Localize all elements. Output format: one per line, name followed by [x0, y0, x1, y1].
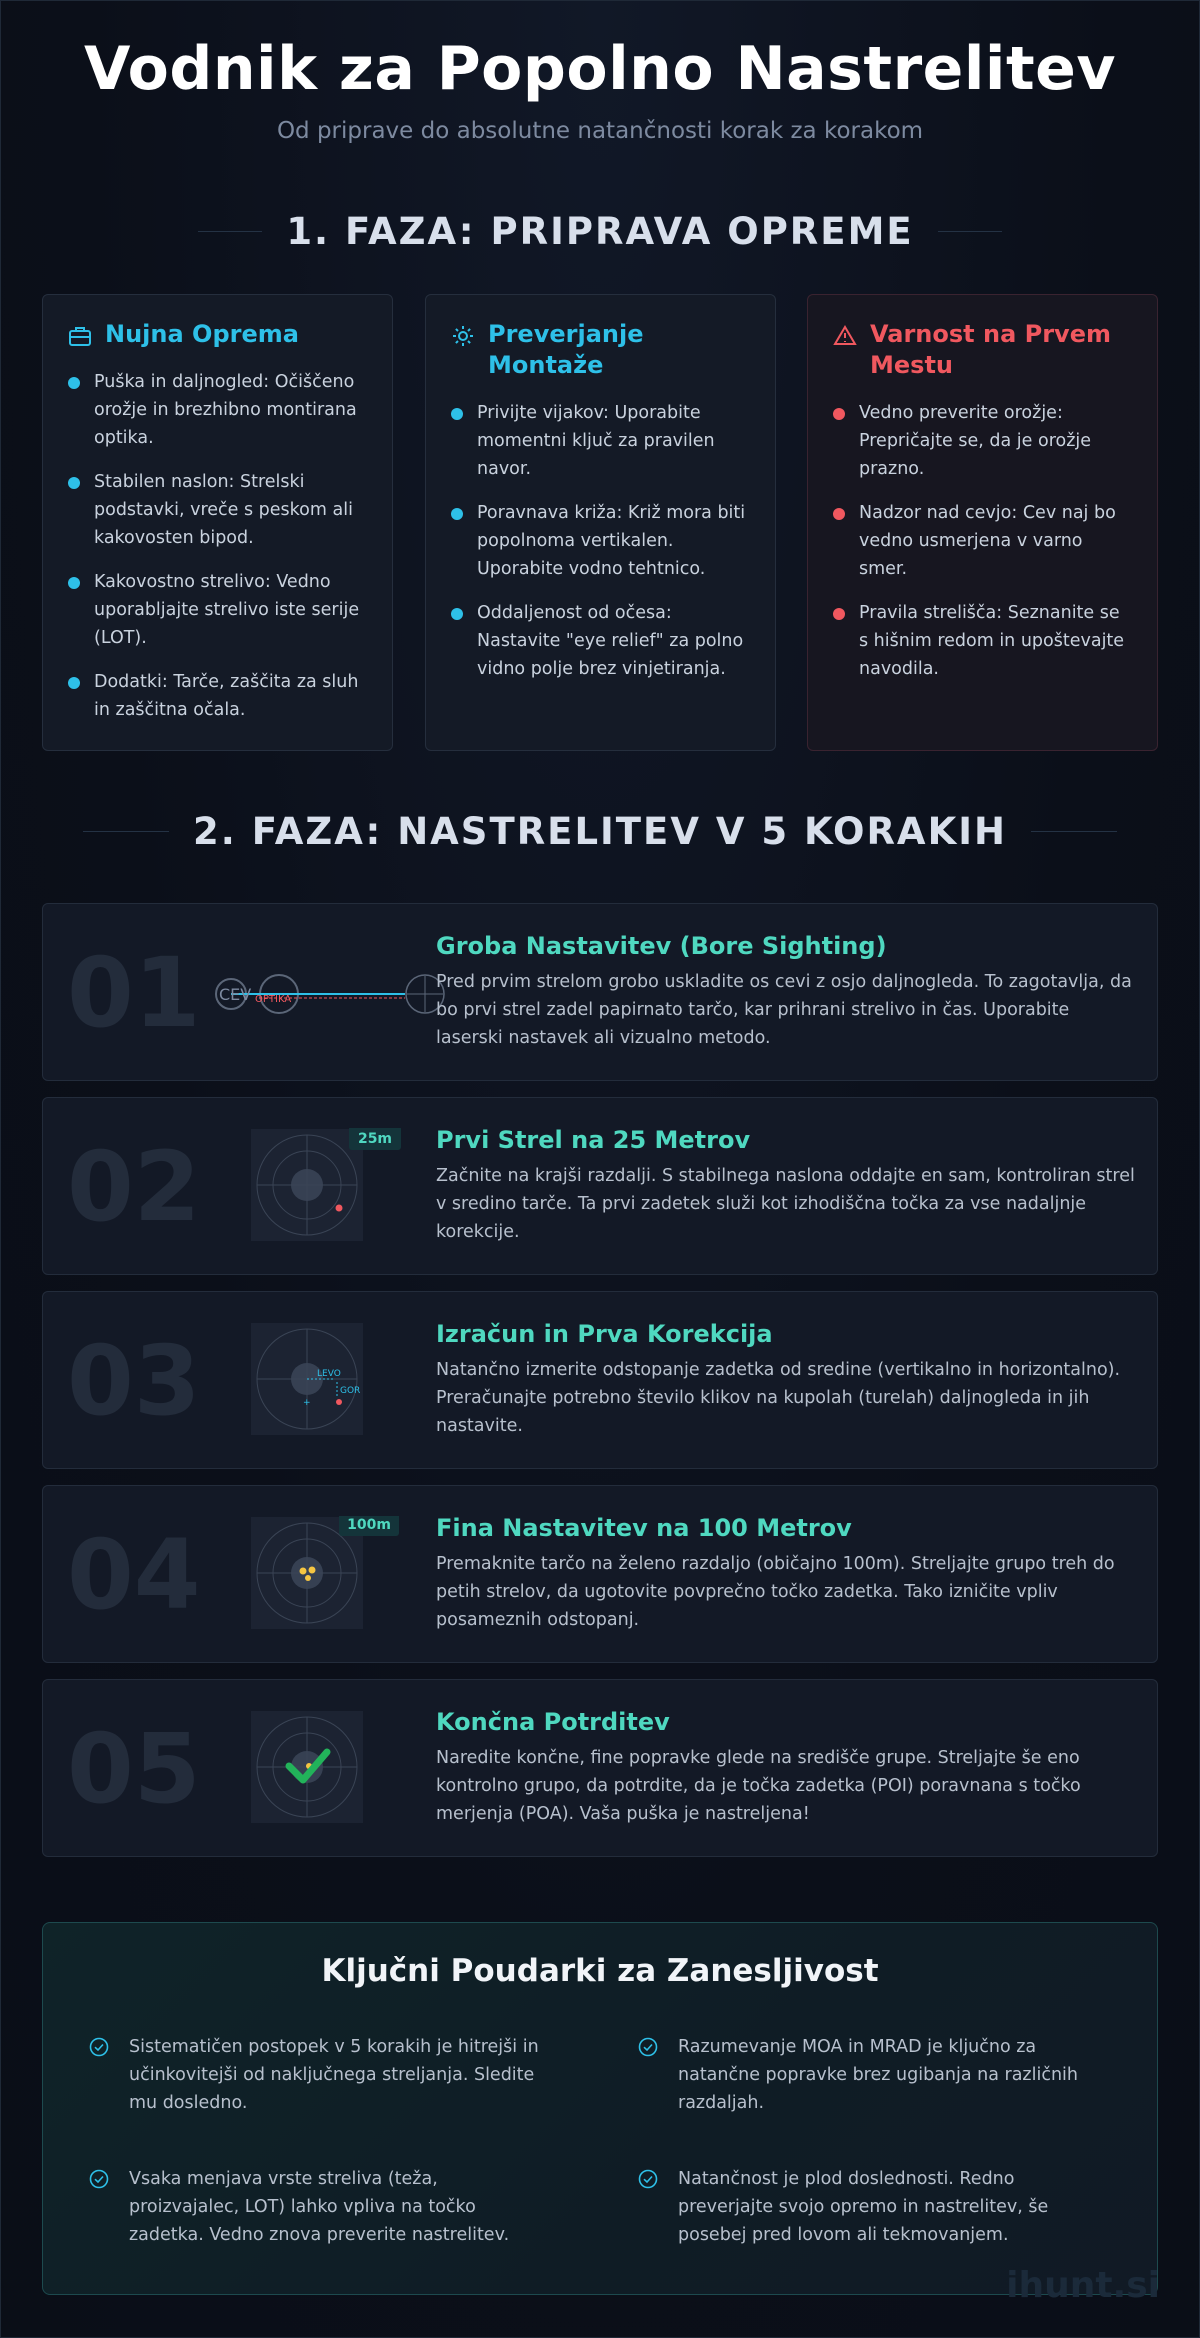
confirmation-diagram — [251, 1710, 451, 1828]
divider — [83, 831, 169, 832]
step-description: Pred prvim strelom grobo uskladite os cevi z osjo daljnogleda. To zagotavlja, da bo prvi strel zadel papirnato tarčo, kar prihrani strelivo in čas. Uporabite laserski nastavek ali vizualno metodo. — [436, 972, 1132, 1048]
distance-badge: 25m — [357, 1131, 393, 1147]
barrel-label: CEV — [219, 985, 252, 1004]
step-number: 02 — [67, 1131, 201, 1243]
check-circle-icon — [638, 2037, 658, 2057]
card-title: Varnost na Prvem Mestu — [870, 320, 1111, 379]
page-title: Vodnik za Popolno Nastrelitev — [84, 34, 1116, 104]
target-100m-diagram — [251, 1516, 451, 1634]
step-description: Začnite na krajši razdalji. S stabilnega naslona oddajte en sam, kontroliran strel v sredino tarče. Ta prvi zadetek služi kot izhodiščna točka za vse nadaljnje korekcije. — [436, 1166, 1135, 1242]
summary-title: Ključni Poudarki za Zanesljivost — [321, 1953, 879, 1989]
summary-point: Sistematičen postopek v 5 korakih je hitrejši in učinkovitejši od naključnega streljanja. Sledite mu dosledno. — [89, 2033, 549, 2117]
step-card — [42, 1291, 1158, 1469]
step-number: 03 — [67, 1325, 201, 1437]
page-subtitle: Od priprave do absolutne natančnosti korak za korakom — [276, 118, 924, 144]
summary-point: Natančnost je plod doslednosti. Redno preverjajte svojo opremo in nastrelitev, še posebej pred lovom ali tekmovanjem. — [638, 2165, 1098, 2249]
step-number: 01 — [67, 937, 201, 1049]
phase1-heading: 1. FAZA: PRIPRAVA OPREME — [286, 210, 914, 253]
target-25m-diagram — [251, 1128, 451, 1246]
warning-triangle-icon — [832, 323, 858, 349]
check-circle-icon — [89, 2037, 109, 2057]
summary-point: Razumevanje MOA in MRAD je ključno za natančne popravke brez ugibanja na različnih razdaljah. — [638, 2033, 1098, 2117]
check-circle-icon — [638, 2169, 658, 2189]
step-title: Končna Potrditev — [436, 1708, 670, 1736]
watermark: ihunt.si — [1006, 2265, 1160, 2306]
list-item: Dodatki: Tarče, zaščita za sluh in zaščitna očala. — [67, 668, 368, 724]
left-label: LEVO — [317, 1369, 341, 1379]
check-circle-icon — [89, 2169, 109, 2189]
list-item: Oddaljenost od očesa: Nastavite "eye relief" za polno vidno polje brez vinjetiranja. — [450, 599, 751, 683]
step-number: 04 — [67, 1519, 201, 1631]
list-item: Kakovostno strelivo: Vedno uporabljajte strelivo iste serije (LOT). — [67, 568, 368, 652]
toolbox-icon — [67, 323, 93, 349]
divider — [938, 231, 1002, 232]
list-item: Privijte vijakov: Uporabite momentni ključ za pravilen navor. — [450, 399, 751, 483]
phase1-heading-row — [0, 210, 1200, 253]
optic-label: OPTIKA — [255, 994, 292, 1005]
list-item: Nadzor nad cevjo: Cev naj bo vedno usmerjena v varno smer. — [832, 499, 1133, 583]
card-title: Preverjanje Montaže — [488, 320, 644, 379]
step-title: Izračun in Prva Korekcija — [436, 1320, 773, 1348]
step-description: Naredite končne, fine popravke glede na središče grupe. Streljajte še eno kontrolno grupo, da potrdite, da je točka zadetka (POI) poravnana s točko merjenja (POA). Vaša puška je nastreljena! — [436, 1748, 1081, 1824]
card-mount-check — [425, 294, 776, 751]
gear-icon — [450, 323, 476, 349]
correction-diagram — [251, 1322, 451, 1440]
step-card — [42, 1097, 1158, 1275]
summary-point: Vsaka menjava vrste streliva (teža, proizvajalec, LOT) lahko vpliva na točko zadetka. Vedno znova preverite nastrelitev. — [89, 2165, 549, 2249]
step-number: 05 — [67, 1713, 201, 1825]
step-card — [42, 903, 1158, 1081]
card-title: Nujna Oprema — [105, 320, 299, 348]
up-label: GOR — [340, 1386, 361, 1396]
bore-sighting-diagram — [209, 954, 459, 1034]
list-item: Vedno preverite orožje: Prepričajte se, da je orožje prazno. — [832, 399, 1133, 483]
step-title: Prvi Strel na 25 Metrov — [436, 1126, 751, 1154]
divider — [1031, 831, 1117, 832]
list-item: Puška in daljnogled: Očiščeno orožje in brezhibno montirana optika. — [67, 368, 368, 452]
card-safety — [807, 294, 1158, 751]
step-description: Natančno izmerite odstopanje zadetka od sredine (vertikalno in horizontalno). Preračunajte potrebno število klikov na kupolah (turelah) daljnogleda in jih nastavite. — [436, 1360, 1121, 1436]
list-item: Stabilen naslon: Strelski podstavki, vreče s peskom ali kakovosten bipod. — [67, 468, 368, 552]
list-item: Poravnava križa: Križ mora biti popolnoma vertikalen. Uporabite vodno tehtnico. — [450, 499, 751, 583]
step-title: Groba Nastavitev (Bore Sighting) — [436, 932, 887, 960]
distance-badge: 100m — [347, 1517, 391, 1533]
step-title: Fina Nastavitev na 100 Metrov — [436, 1514, 852, 1542]
phase2-heading-row — [0, 810, 1200, 853]
svg-text:+: + — [303, 1398, 311, 1408]
phase2-heading: 2. FAZA: NASTRELITEV V 5 KORAKIH — [193, 810, 1007, 853]
divider — [198, 231, 262, 232]
card-equipment — [42, 294, 393, 751]
step-card — [42, 1485, 1158, 1663]
step-card — [42, 1679, 1158, 1857]
summary-panel — [42, 1922, 1158, 2295]
list-item: Pravila strelišča: Seznanite se s hišnim redom in upoštevajte navodila. — [832, 599, 1133, 683]
step-description: Premaknite tarčo na želeno razdaljo (običajno 100m). Streljajte grupo treh do petih strelov, da ugotovite povprečno točko zadetka. Tako izničite vpliv posameznih odstopanj. — [436, 1554, 1115, 1630]
